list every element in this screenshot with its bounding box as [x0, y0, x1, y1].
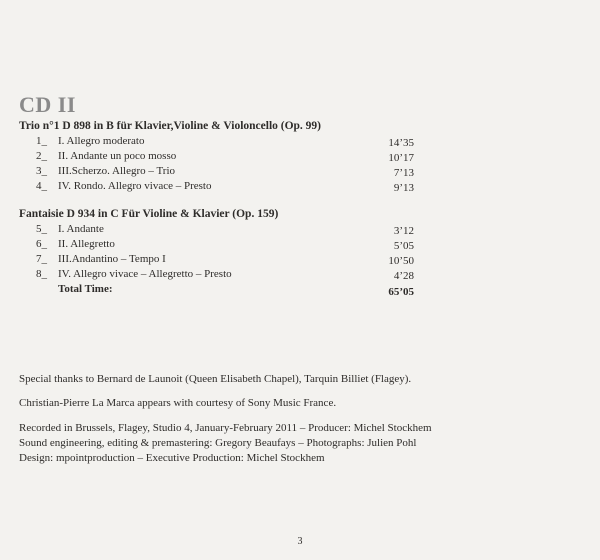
track-name: IV. Allegro vivace – Allegretto – Presto [58, 268, 232, 280]
track-duration: 5’05 [393, 240, 414, 252]
cd-heading: CD II [19, 92, 76, 117]
track-row [36, 135, 144, 150]
track-row [36, 180, 211, 195]
track-number: 6_ [36, 238, 47, 250]
track-number: 7_ [36, 253, 47, 265]
track-row [36, 268, 232, 283]
work2-title: Fantaisie D 934 in C Für Violine & Klavier (Op. 159) [19, 208, 279, 220]
track-row [36, 253, 166, 268]
track-name: III.Andantino – Tempo I [58, 253, 166, 265]
track-name: I. Allegro moderato [58, 135, 145, 147]
track-duration: 4’28 [393, 270, 414, 282]
track-number: 4_ [36, 180, 47, 192]
credits-engineering: Sound engineering, editing & premastering: Gregory Beaufays – Photographs: Julien Pohl [19, 437, 417, 449]
track-duration: 14’35 [388, 137, 414, 149]
credits-design: Design: mpointproduction – Executive Production: Michel Stockhem [19, 452, 325, 464]
track-name: II. Allegretto [58, 238, 115, 250]
track-name: I. Andante [58, 223, 104, 235]
track-row [36, 150, 176, 165]
track-name: IV. Rondo. Allegro vivace – Presto [58, 180, 212, 192]
track-row [36, 165, 175, 180]
track-duration: 10’17 [388, 152, 414, 164]
credits-courtesy: Christian-Pierre La Marca appears with courtesy of Sony Music France. [19, 397, 337, 409]
track-name: III.Scherzo. Allegro – Trio [58, 165, 176, 177]
track-number: 5_ [36, 223, 47, 235]
total-time-label: Total Time: [58, 283, 113, 295]
credits-thanks: Special thanks to Bernard de Launoit (Queen Elisabeth Chapel), Tarquin Billiet (Flagey). [19, 373, 412, 385]
track-name: II. Andante un poco mosso [58, 150, 177, 162]
credits-recording: Recorded in Brussels, Flagey, Studio 4, January-February 2011 – Producer: Michel Stockhem [19, 422, 432, 434]
track-row [36, 223, 104, 238]
track-number: 2_ [36, 150, 47, 162]
track-duration: 7’13 [393, 167, 414, 179]
track-duration: 3’12 [393, 225, 414, 237]
track-row [36, 238, 115, 253]
track-number: 8_ [36, 268, 47, 280]
page-number: 3 [297, 536, 303, 547]
total-time-value: 65’05 [388, 286, 414, 298]
track-number: 3_ [36, 165, 47, 177]
track-duration: 9’13 [393, 182, 414, 194]
work1-title: Trio n°1 D 898 in B für Klavier,Violine & Violoncello (Op. 99) [19, 120, 322, 132]
track-number: 1_ [36, 135, 47, 147]
track-duration: 10’50 [388, 255, 414, 267]
